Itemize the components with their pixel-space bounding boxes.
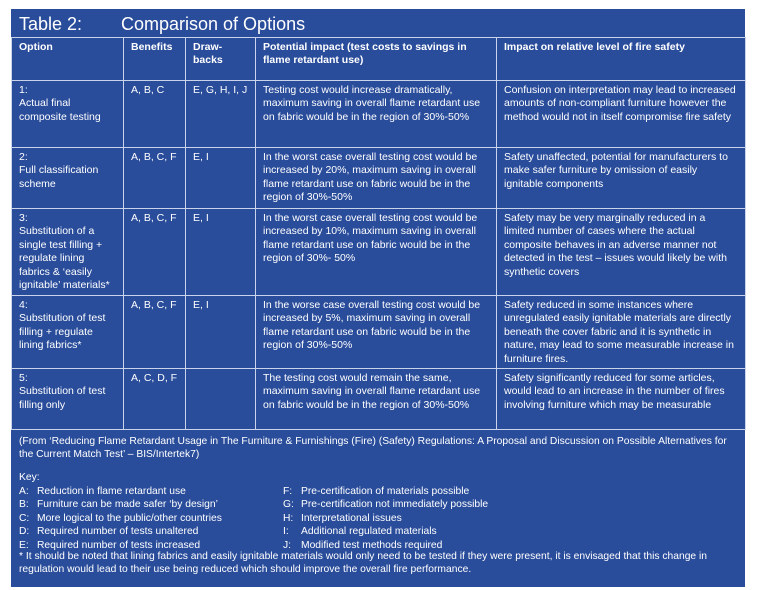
key-letter: F:: [283, 486, 293, 497]
header-drawbacks: Draw-backs: [186, 38, 256, 81]
key-letter: H:: [283, 512, 294, 524]
key-text: Furniture can be made safer ‘by design’: [37, 499, 218, 511]
key-letter: J:: [283, 539, 292, 551]
benefits-cell: A, B, C, F: [124, 296, 186, 369]
drawbacks-cell: E, I: [186, 148, 256, 209]
table-row: [12, 296, 746, 369]
fire-safety-cell: Safety unaffected, potential for manufacturers to make safer furniture by omission of easily ignitable components: [497, 148, 746, 209]
option-cell: 2: Full classification scheme: [12, 148, 124, 209]
table-row: [12, 369, 746, 430]
key-legend: [19, 471, 737, 551]
potential-impact-cell: The testing cost would remain the same, maximum saving in overall flame retardant use on fabric would be in the region of 30%-50%: [256, 369, 497, 430]
key-text: Modified test methods required: [301, 539, 443, 551]
key-letter: B:: [19, 499, 29, 511]
fire-safety-cell: Confusion on interpretation may lead to increased amounts of non-compliant furniture however the method would not in itself compromise fire safety: [497, 81, 746, 148]
drawbacks-cell: E, I: [186, 296, 256, 369]
header-row: [12, 38, 746, 81]
source-citation: (From ‘Reducing Flame Retardant Usage in The Furniture & Furnishings (Fire) (Safety) Regulations: A Proposal and Discussion on Possible Alternatives for the Current Match Test’ – BIS/Intertek7): [19, 436, 727, 461]
key-column-left: [19, 485, 222, 552]
drawbacks-cell: [186, 369, 256, 430]
footnote: * It should be noted that lining fabrics and easily ignitable materials would only need to be tested if they were present, it is envisaged that this change in regulation would lead to their use being reduced which should improve the overall fire performance.: [19, 551, 708, 576]
fire-safety-cell: Safety reduced in some instances where unregulated easily ignitable materials are directly beneath the cover fabric and it is synthetic in nature, may lead to some measurable increase in furniture fires.: [497, 296, 746, 369]
potential-impact-cell: In the worse case overall testing cost would be increased by 5%, maximum saving in overall flame retardant use on fabric would be in the region of 30%-50%: [256, 296, 497, 369]
key-letter: I:: [283, 526, 289, 538]
benefits-cell: A, B, C, F: [124, 148, 186, 209]
drawbacks-cell: E, G, H, I, J: [186, 81, 256, 148]
header-fire-safety: Impact on relative level of fire safety: [497, 38, 746, 81]
key-text: Required number of tests unaltered: [37, 526, 199, 538]
key-letter: A:: [19, 486, 29, 497]
table-row: [12, 148, 746, 209]
benefits-cell: A, B, C, F: [124, 209, 186, 296]
key-item: [19, 525, 222, 538]
comparison-table-panel: [11, 9, 745, 587]
option-cell: 1: Actual final composite testing: [12, 81, 124, 148]
key-text: More logical to the public/other countries: [37, 512, 222, 524]
key-item: [283, 485, 488, 498]
potential-impact-cell: In the worst case overall testing cost would be increased by 20%, maximum saving in overall flame retardant use on fabric would be in the region of 30%-50%: [256, 148, 497, 209]
potential-impact-cell: Testing cost would increase dramatically, maximum saving in overall flame retardant use on fabric would be in the region of 30%-50%: [256, 81, 497, 148]
option-cell: 5: Substitution of test filling only: [12, 369, 124, 430]
key-text: Pre-certification of materials possible: [301, 486, 470, 497]
key-item: [283, 525, 488, 538]
options-table: [11, 37, 746, 430]
table-label: Table 2:: [19, 14, 83, 34]
table-row: [12, 81, 746, 148]
key-item: [283, 498, 488, 511]
option-cell: 3: Substitution of a single test filling + regulate lining fabrics & ‘easily ignitable’ materials*: [12, 209, 124, 296]
fire-safety-cell: Safety significantly reduced for some articles, would lead to an increase in the number of fires involving furniture which may be measurable: [497, 369, 746, 430]
table-row: [12, 209, 746, 296]
key-item: [19, 498, 222, 511]
key-column-right: [283, 485, 488, 552]
header-potential-impact: Potential impact (test costs to savings in flame retardant use): [256, 38, 497, 81]
key-letter: E:: [19, 539, 29, 551]
option-cell: 4: Substitution of test filling + regulate lining fabrics*: [12, 296, 124, 369]
header-option: Option: [12, 38, 124, 81]
key-text: Pre-certification not immediately possible: [301, 499, 489, 511]
key-text: Required number of tests increased: [37, 539, 201, 551]
table-title: [19, 12, 306, 36]
header-benefits: Benefits: [124, 38, 186, 81]
key-text: Reduction in flame retardant use: [37, 486, 186, 497]
table-heading: Comparison of Options: [121, 14, 306, 34]
key-text: Additional regulated materials: [301, 526, 437, 538]
fire-safety-cell: Safety may be very marginally reduced in a limited number of cases where the actual composite behaves in an adverse manner not detected in the test – issues would likely be with synthetic covers: [497, 209, 746, 296]
key-letter: C:: [19, 512, 30, 524]
key-item: [19, 485, 222, 498]
key-letter: G:: [283, 499, 294, 511]
drawbacks-cell: E, I: [186, 209, 256, 296]
benefits-cell: A, C, D, F: [124, 369, 186, 430]
key-item: [19, 512, 222, 525]
key-title: Key:: [19, 472, 40, 483]
key-letter: D:: [19, 526, 30, 538]
key-text: Interpretational issues: [301, 512, 402, 524]
key-item: [283, 512, 488, 525]
benefits-cell: A, B, C: [124, 81, 186, 148]
potential-impact-cell: In the worst case overall testing cost would be increased by 10%, maximum saving in overall flame retardant use on fabric would be in the region of 30%- 50%: [256, 209, 497, 296]
